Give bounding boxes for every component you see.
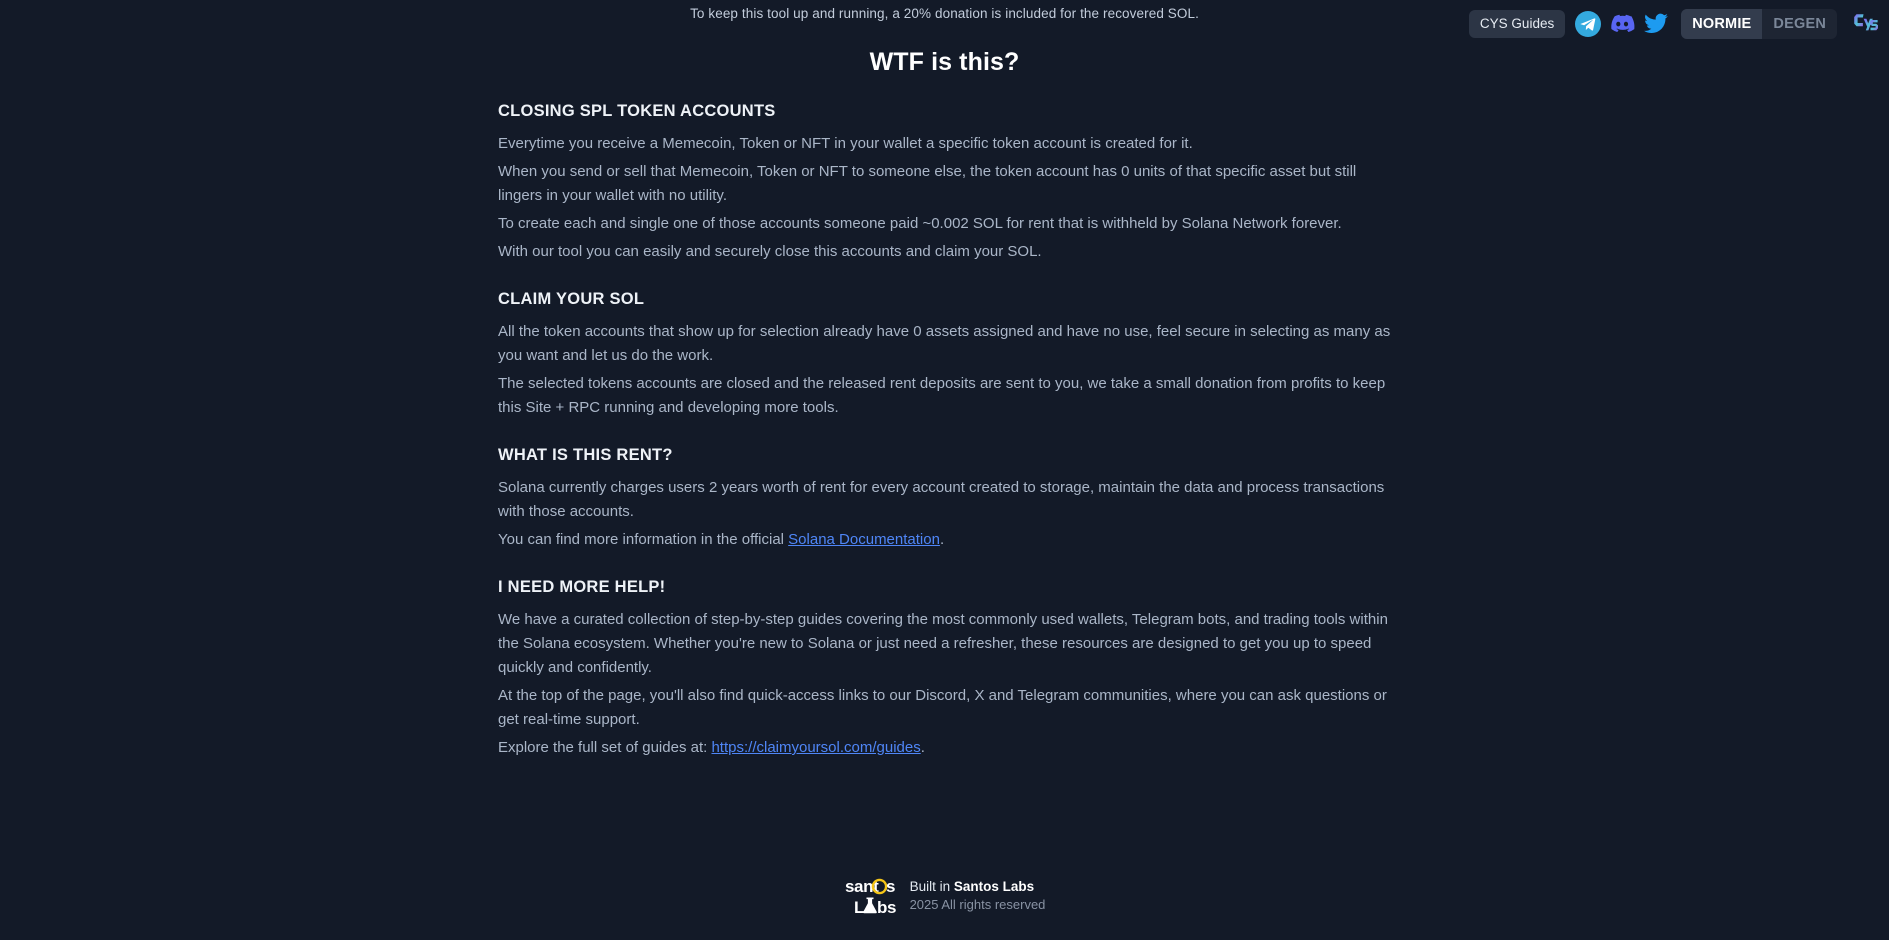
footer-built-line xyxy=(910,878,1046,896)
mode-toggle-normie[interactable]: NORMIE xyxy=(1681,9,1762,39)
section-claim-your-sol xyxy=(498,290,1391,420)
paragraph: Solana currently charges users 2 years worth of rent for every account created to storage, maintain the data and process transactions with those accounts. xyxy=(498,479,1385,520)
paragraph: To create each and single one of those accounts someone paid ~0.002 SOL for rent that is withheld by Solana Network forever. xyxy=(498,215,1342,232)
svg-text:bs: bs xyxy=(876,898,896,917)
link-suffix-text: . xyxy=(939,531,945,548)
solana-documentation-link[interactable]: Solana Documentation xyxy=(788,531,940,548)
paragraph-with-link xyxy=(498,528,1391,552)
section-heading: CLOSING SPL TOKEN ACCOUNTS xyxy=(498,102,776,120)
link-prefix-text: You can find more information in the official xyxy=(498,531,789,548)
paragraph-with-link xyxy=(498,736,1391,760)
guides-url-link[interactable]: https://claimyoursol.com/guides xyxy=(711,739,921,756)
donation-notice-text: To keep this tool up and running, a 20% donation is included for the recovered SOL. xyxy=(690,5,1199,21)
footer-built-prefix: Built in xyxy=(909,878,954,894)
section-heading: CLAIM YOUR SOL xyxy=(498,290,645,308)
svg-text:L: L xyxy=(853,898,864,917)
santos-labs-logo-icon xyxy=(844,874,898,918)
footer xyxy=(0,874,1889,918)
svg-text:sant: sant xyxy=(844,877,878,896)
section-what-is-this-rent xyxy=(498,446,1391,552)
paragraph: Everytime you receive a Memecoin, Token or NFT in your wallet a specific token account is created for it. xyxy=(498,135,1193,152)
paragraph: At the top of the page, you'll also find quick-access links to our Discord, X and Telegram communities, where you can ask questions or get real-time support. xyxy=(498,687,1387,728)
paragraph: We have a curated collection of step-by-step guides covering the most commonly used wallets, Telegram bots, and trading tools within the Solana ecosystem. Whether you're new to Solana or just need a refresher, these resources are designed to get you up to speed quickly and confidently. xyxy=(498,611,1388,676)
section-heading: I NEED MORE HELP! xyxy=(498,578,666,596)
svg-text:s: s xyxy=(885,877,896,896)
paragraph: When you send or sell that Memecoin, Token or NFT to someone else, the token account has 0 units of that specific asset but still lingers in your wallet with no utility. xyxy=(498,163,1357,204)
section-closing-spl-token-accounts xyxy=(498,102,1391,264)
faq-content xyxy=(498,77,1391,760)
section-heading: WHAT IS THIS RENT? xyxy=(498,446,673,464)
paragraph: All the token accounts that show up for selection already have 0 assets assigned and have no use, feel secure in selecting as many as you want and let us do the work. xyxy=(498,323,1391,364)
footer-brand-name: Santos Labs xyxy=(953,878,1035,894)
footer-text xyxy=(910,878,1046,914)
section-i-need-more-help xyxy=(498,578,1391,760)
link-prefix-text: Explore the full set of guides at: xyxy=(498,739,712,756)
paragraph: With our tool you can easily and securely close this accounts and claim your SOL. xyxy=(498,243,1042,260)
page-title: WTF is this? xyxy=(869,48,1020,76)
footer-copyright: 2025 All rights reserved xyxy=(909,897,1046,913)
mode-toggle-degen[interactable]: DEGEN xyxy=(1762,9,1837,39)
cys-guides-button[interactable]: CYS Guides xyxy=(1469,10,1565,38)
link-suffix-text: . xyxy=(920,739,925,756)
paragraph: The selected tokens accounts are closed and the released rent deposits are sent to you, we take a small donation from profits to keep this Site + RPC running and developing more tools. xyxy=(498,375,1386,416)
